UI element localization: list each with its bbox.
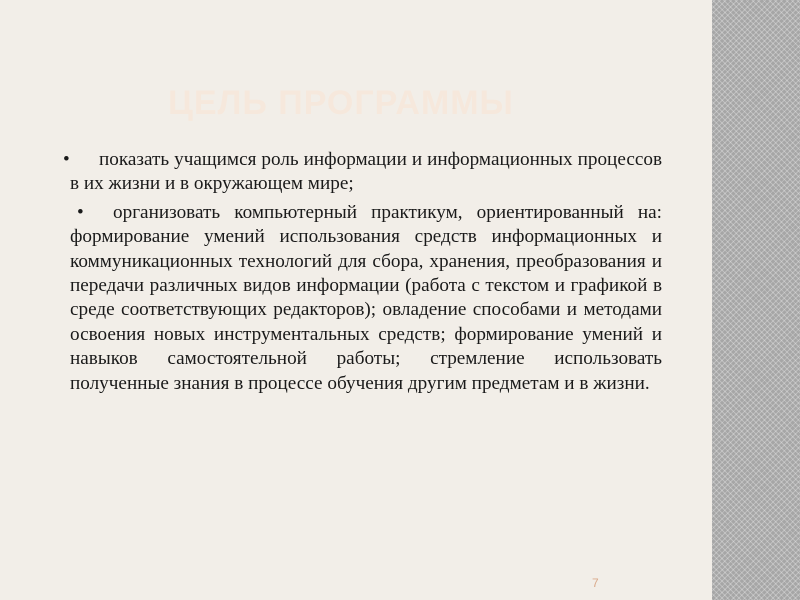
bullet-marker-icon: • (63, 149, 70, 170)
bullet-item-2 (70, 201, 662, 396)
decorative-side-band (712, 0, 800, 600)
bullet-marker-icon: • (77, 201, 84, 223)
slide-title: ЦЕЛЬ ПРОГРАММЫ (168, 84, 514, 122)
bullet-text-1: показать учащимся роль информации и информационных процессов в их жизни и в окружающем мире; (70, 149, 662, 195)
bullet-item-1 (63, 148, 662, 197)
page-number: 7 (592, 576, 599, 590)
slide-body (63, 148, 662, 396)
bullet-text-2: организовать компьютерный практикум, ориентированный на: формирование умений использования средств информационных и коммуникационных технологий для сбора, хранения, преобразования и передачи различных видов информации (работа с текстом и графикой в среде соответствующих редакторов); овладение способами и методами освоения новых инструментальных средств; формирование умений и навыков самостоятельной работы; стремление использовать полученные знания в процессе обучения другим предметам и в жизни. (70, 201, 662, 394)
